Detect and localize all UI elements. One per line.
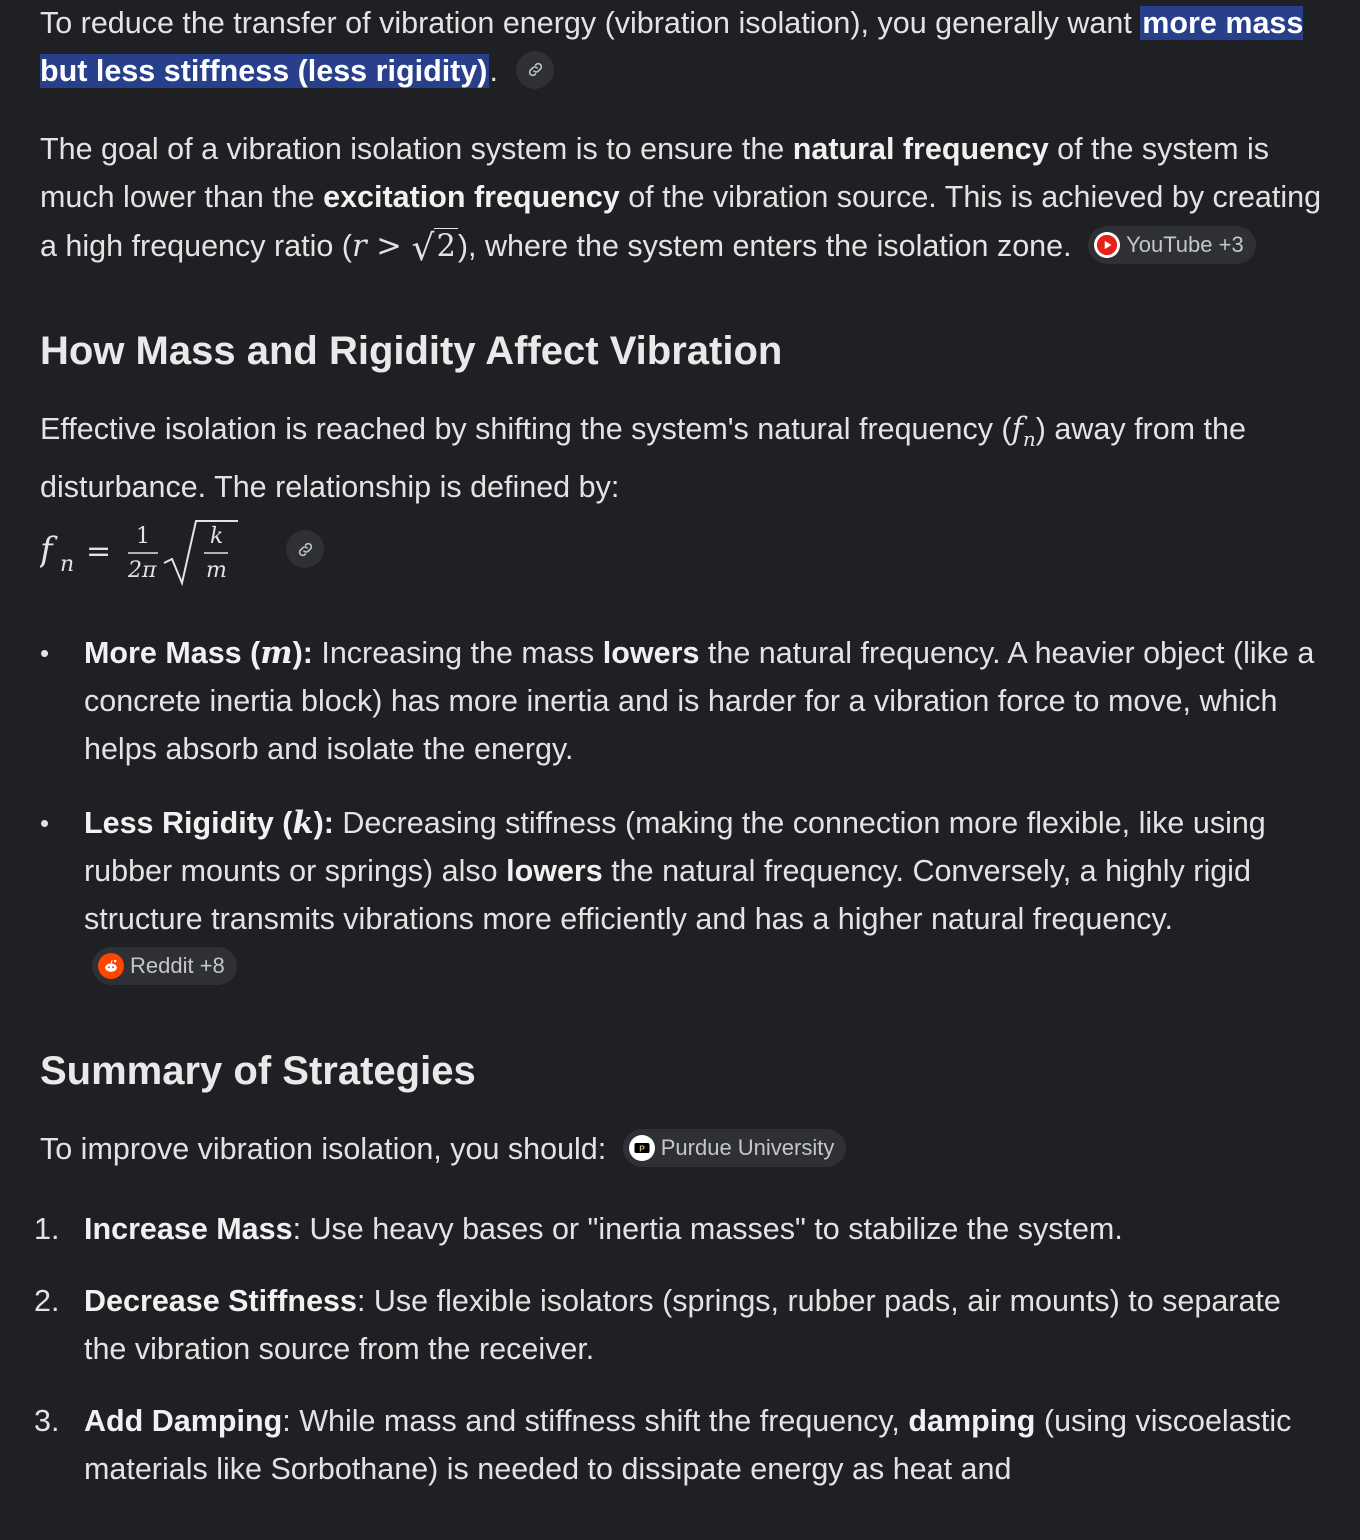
intro-paragraph: To reduce the transfer of vibration energy (vibration isolation), you generally want more mass but less stiffness (less rigidity). [40,6,1304,88]
link-icon [526,60,545,79]
list-item-less-rigidity: • Less Rigidity (k): Decreasing stiffness (making the connection more flexible, like using rubber mounts or springs) also lowers the natural frequency. Conversely, a highly rigid structure transmits vibrations more efficiently and has a higher natural frequency. Reddit +8 [40,799,1326,991]
source-chip-youtube[interactable]: YouTube +3 [1088,226,1256,264]
purdue-icon [629,1135,655,1161]
term-natural-frequency: natural frequency [792,132,1049,166]
formula-f: f [40,530,53,571]
relationship-paragraph: Effective isolation is reached by shifting the system's natural frequency $(f_n)$ away from the disturbance. The relationship is defined by: [40,412,1246,505]
formula-graphic [40,511,290,591]
list-item-more-mass: • More Mass (m): Increasing the mass lowers the natural frequency. A heavier object (like a concrete inertia block) has more inertia and is harder for a vibration force to move, which helps absorb and isolate the energy. [40,629,1326,773]
strategy-item-add-damping: 3. Add Damping: While mass and stiffness shift the frequency, damping (using viscoelastic materials like Sorbothane) is needed to dissipate energy as heat and [34,1404,1292,1487]
strategy-item-increase-mass: 1. Increase Mass: Use heavy bases or "inertia masses" to stabilize the system. [34,1212,1123,1247]
source-chip-reddit[interactable]: Reddit +8 [92,947,237,985]
strategies-list [34,1205,1326,1493]
youtube-icon [1094,232,1120,258]
formula-n: n [60,552,75,578]
section-heading-mass-rigidity: How Mass and Rigidity Affect Vibration [40,329,783,373]
intro-text: To reduce the transfer of vibration energy (vibration isolation), you generally want [40,6,1141,40]
summary-intro: To improve vibration isolation, you should: P Purdue University [40,1125,1326,1173]
section-heading-summary: Summary of Strategies [40,1049,476,1094]
formula-k: k [210,524,224,550]
math-sqrt: √2 [411,228,456,269]
source-chip-purdue[interactable]: P Purdue University [623,1129,847,1167]
goal-paragraph: The goal of a vibration isolation system is to ensure the natural frequency of the system is much lower than the excitation frequency of the vibration source. This is achieved by creating a high frequency ratio (r > √2), where the system enters the isolation zone. YouTube +3 [40,132,1322,269]
formula-one: 1 [136,524,150,550]
svg-text:P: P [638,1143,645,1154]
strategy-item-decrease-stiffness: 2. Decrease Stiffness: Use flexible isolators (springs, rubber pads, air mounts) to separate the vibration source from the receiver. [34,1284,1281,1367]
formula-two-pi: 2π [128,558,157,584]
formula-eq: = [86,534,112,570]
highlighted-text[interactable]: more mass but less stiffness (less rigidity) [40,6,1304,88]
reddit-icon [98,953,124,979]
natural-frequency-formula [40,511,1326,591]
link-icon [296,540,315,559]
math-r: r [351,229,367,264]
copy-link-button[interactable] [516,51,554,89]
term-excitation-frequency: excitation frequency [323,180,620,214]
formula-link-button[interactable] [286,530,324,568]
formula-m: m [206,558,227,584]
effects-list [40,629,1326,991]
